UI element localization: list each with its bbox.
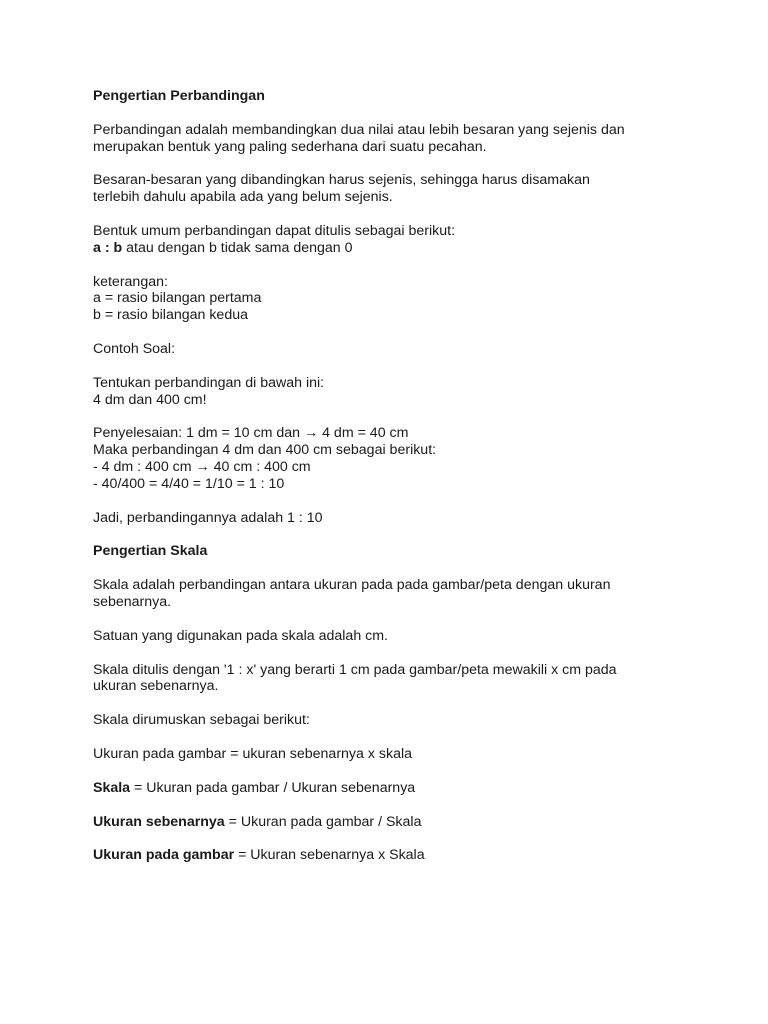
text-line: - 4 dm : 400 cm → 40 cm : 400 cm xyxy=(93,458,311,475)
text-line: Satuan yang digunakan pada skala adalah cm. xyxy=(93,627,389,644)
text-line: Skala adalah perbandingan antara ukuran pada pada gambar/peta dengan ukuran xyxy=(93,577,611,594)
bold-term: Skala xyxy=(93,779,131,796)
text-line: Tentukan perbandingan di bawah ini: xyxy=(93,374,325,391)
paragraph-rumus-ukuran-gambar xyxy=(93,746,708,763)
paragraph-jawaban xyxy=(93,510,708,527)
text-line: a = rasio bilangan pertama xyxy=(93,290,262,307)
text-line: Perbandingan adalah membandingkan dua nilai atau lebih besaran yang sejenis dan xyxy=(93,121,625,138)
text-line: sebenarnya. xyxy=(93,593,172,610)
text-line: merupakan bentuk yang paling sederhana dari suatu pecahan. xyxy=(93,138,487,155)
heading-pengertian-perbandingan: Pengertian Perbandingan xyxy=(93,88,265,104)
text-line xyxy=(93,240,708,257)
text-line: Maka perbandingan 4 dm dan 400 cm sebagai berikut: xyxy=(93,442,437,459)
text-line: Jadi, perbandingannya adalah 1 : 10 xyxy=(93,509,323,526)
heading-pengertian-skala: Pengertian Skala xyxy=(93,543,208,560)
paragraph-definisi-perbandingan xyxy=(93,122,708,156)
paragraph-soal xyxy=(93,375,708,409)
text-line: Contoh Soal: xyxy=(93,340,176,357)
paragraph-penulisan-skala xyxy=(93,662,708,696)
text-span: atau dengan b tidak sama dengan 0 xyxy=(122,239,353,256)
text-line: 4 dm dan 400 cm! xyxy=(93,391,207,408)
paragraph-bentuk-umum xyxy=(93,223,708,257)
text-line: ukuran sebenarnya. xyxy=(93,678,219,695)
formula-ukuran-pada-gambar xyxy=(93,847,708,864)
text-span: = Ukuran sebenarnya x Skala xyxy=(234,847,425,864)
bold-ratio-ab: a : b xyxy=(93,239,123,256)
bold-term: Ukuran pada gambar xyxy=(93,847,235,864)
text-line: - 40/400 = 4/40 = 1/10 = 1 : 10 xyxy=(93,475,285,492)
text-line: keterangan: xyxy=(93,273,168,290)
paragraph-rumus-intro xyxy=(93,712,708,729)
paragraph-contoh-soal xyxy=(93,341,708,358)
paragraph-penyelesaian xyxy=(93,425,708,492)
text-span: = Ukuran pada gambar / Ukuran sebenarnya xyxy=(130,779,416,796)
formula-ukuran-sebenarnya xyxy=(93,814,708,831)
text-line: Besaran-besaran yang dibandingkan harus sejenis, sehingga harus disamakan xyxy=(93,172,590,189)
text-line xyxy=(93,780,708,797)
text-line: Skala ditulis dengan '1 : x' yang berarti 1 cm pada gambar/peta mewakili x cm pada xyxy=(93,661,617,678)
text-span: = Ukuran pada gambar / Skala xyxy=(224,813,422,830)
text-line: Ukuran pada gambar = ukuran sebenarnya x skala xyxy=(93,745,413,762)
text-line xyxy=(93,847,708,864)
bold-term: Ukuran sebenarnya xyxy=(93,813,225,830)
text-line xyxy=(93,814,708,831)
paragraph-satuan-skala xyxy=(93,628,708,645)
paragraph-besaran-sejenis xyxy=(93,172,708,206)
text-line: b = rasio bilangan kedua xyxy=(93,307,248,324)
paragraph-keterangan xyxy=(93,274,708,324)
text-line: Bentuk umum perbandingan dapat ditulis sebagai berikut: xyxy=(93,222,456,239)
text-line: terlebih dahulu apabila ada yang belum sejenis. xyxy=(93,189,393,206)
paragraph-definisi-skala xyxy=(93,577,708,611)
formula-skala xyxy=(93,780,708,797)
text-line: Skala dirumuskan sebagai berikut: xyxy=(93,712,310,729)
text-line: Penyelesaian: 1 dm = 10 cm dan → 4 dm = 40 cm xyxy=(93,425,409,442)
